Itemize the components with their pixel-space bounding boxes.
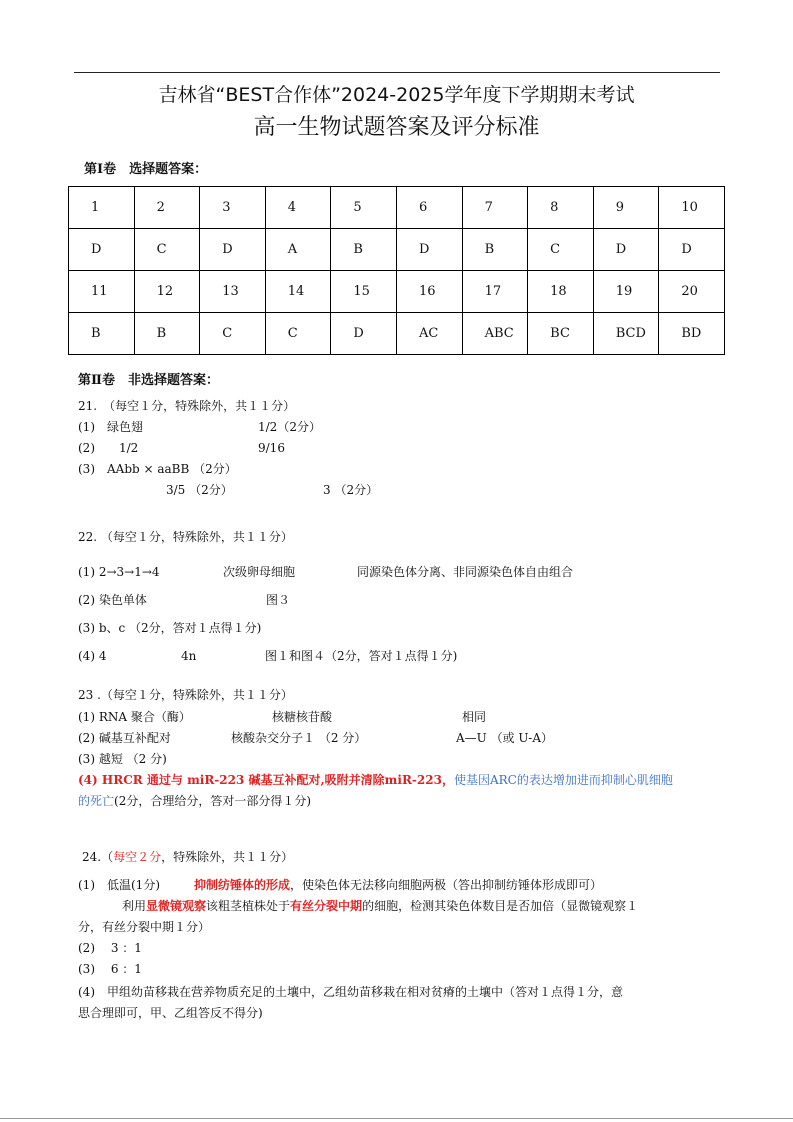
q24-line2a: 利用 (122, 899, 147, 913)
answer-cell: C (200, 313, 266, 355)
answer-table (68, 186, 725, 355)
q24-line6: (4) 甲组幼苗移栽在营养物质充足的土壤中，乙组幼苗移栽在相对贫瘠的土壤中（答对１点得１分，意 (78, 985, 624, 999)
q23-line5-blue: 的死亡 (78, 794, 115, 808)
q23-line2b: 核酸杂交分子１ （2 分） (231, 731, 367, 745)
q21-line2a: (2) 1/2 (78, 441, 139, 455)
answer-cell: B (462, 229, 528, 271)
question-number-cell: 11 (69, 271, 135, 313)
q23-line4-red: (4) HRCR 通过与 miR-223 碱基互补配对,吸附并清除miR-223， (78, 773, 454, 787)
q23-line4 (78, 772, 673, 788)
q24-head-a: 24.（ (82, 850, 114, 864)
question-number-cell: 2 (134, 187, 200, 229)
part1-heading: 第Ⅰ卷 选择题答案： (84, 162, 208, 177)
q22-line1c: 同源染色体分离、非同源染色体自由组合 (357, 565, 574, 579)
q22-line4c: 图１和图４（2分，答对１点得１分) (265, 649, 458, 663)
part2-heading: 第Ⅱ卷 非选择题答案： (78, 373, 219, 388)
q21-line2b: 9/16 (258, 441, 285, 455)
question-number-cell: 13 (200, 271, 266, 313)
question-number-cell: 14 (265, 271, 331, 313)
question-number-cell: 10 (659, 187, 725, 229)
answer-row (69, 229, 725, 271)
question-number-cell: 1 (69, 187, 135, 229)
answer-cell: D (593, 229, 659, 271)
question-number-cell: 8 (528, 187, 594, 229)
question-number-cell: 9 (593, 187, 659, 229)
answer-cell: C (528, 229, 594, 271)
answer-cell: BC (528, 313, 594, 355)
q21-line1a: (1) 绿色翅 (78, 420, 143, 434)
q21-line4a: 3/5 （2分） (166, 483, 233, 497)
q23-line2a: (2) 碱基互补配对 (78, 731, 171, 745)
q21-heading: 21. （每空１分，特殊除外，共１１分） (78, 399, 296, 413)
question-number-cell: 20 (659, 271, 725, 313)
q21-line4b: 3 （2分） (323, 483, 379, 497)
q24-line3: 分，有丝分裂中期１分） (78, 920, 211, 934)
answer-cell: C (134, 229, 200, 271)
doc-title: 高一生物试题答案及评分标准 (253, 115, 540, 140)
q24-heading (82, 849, 293, 865)
question-number-row (69, 187, 725, 229)
q21-line3: (3) AAbb × aaBB （2分） (78, 462, 237, 476)
answer-cell: D (200, 229, 266, 271)
answer-cell: BD (659, 313, 725, 355)
question-number-cell: 19 (593, 271, 659, 313)
answer-cell: D (659, 229, 725, 271)
q23-line5 (78, 793, 311, 809)
exam-title: 吉林省“BEST合作体”2024-2025学年度下学期期末考试 (158, 84, 635, 106)
answer-cell: D (396, 229, 462, 271)
q24-head-red: 每空２分 (113, 850, 162, 864)
question-number-cell: 7 (462, 187, 528, 229)
q23-line1a: (1) RNA 聚合（酶） (78, 710, 191, 724)
question-number-cell: 12 (134, 271, 200, 313)
q24-line4: (2) 3 ：1 (78, 941, 142, 955)
answer-cell: BCD (593, 313, 659, 355)
answer-cell: ABC (462, 313, 528, 355)
top-rule (74, 72, 720, 73)
q24-line1-red: 抑制纺锤体的形成 (194, 878, 291, 892)
q23-line1c: 相同 (462, 710, 487, 724)
question-number-cell: 18 (528, 271, 594, 313)
q24-line1 (78, 877, 602, 893)
question-number-cell: 5 (331, 187, 397, 229)
q23-heading: 23 .（每空１分，特殊除外，共１１分） (78, 688, 293, 702)
bottom-rule (0, 1118, 793, 1119)
q24-line5: (3) 6 ：1 (78, 962, 142, 976)
q24-line2-red2: 有丝分裂中期 (290, 899, 363, 913)
answer-cell: D (331, 313, 397, 355)
q22-line1b: 次级卵母细胞 (223, 565, 296, 579)
answer-cell: B (134, 313, 200, 355)
question-number-cell: 4 (265, 187, 331, 229)
answer-cell: B (69, 313, 135, 355)
q23-line3: (3) 越短 （2 分) (78, 752, 167, 766)
answer-cell: B (331, 229, 397, 271)
q22-line1a: (1) 2→3→1→4 (78, 565, 160, 579)
question-number-row (69, 271, 725, 313)
q23-line2c: A—U （或 U-A） (456, 731, 554, 745)
q24-line1b: ，使染色体无法移向细胞两极（答出抑制纺锤体形成即可） (290, 878, 603, 892)
q23-line4-blue: 使基因ARC的表达增加进而抑制心肌细胞 (453, 773, 673, 787)
q24-line2b: 该粗茎植株处于 (206, 899, 291, 913)
q22-line4a: (4) 4 (78, 649, 107, 663)
answer-cell: D (69, 229, 135, 271)
q23-line1b: 核糖核苷酸 (272, 710, 333, 724)
question-number-cell: 16 (396, 271, 462, 313)
question-number-cell: 3 (200, 187, 266, 229)
q22-heading: 22. （每空１分，特殊除外，共１１分） (78, 530, 293, 544)
q24-line7: 思合理即可，甲、乙组答反不得分) (78, 1006, 263, 1020)
answer-cell: C (265, 313, 331, 355)
q24-line2-red1: 显微镜观察 (146, 899, 207, 913)
q24-line2c: 的细胞，检测其染色体数目是否加倍（显微镜观察１ (362, 899, 639, 913)
q22-line3: (3) b、c （2分，答对１点得１分) (78, 621, 262, 635)
q24-head-b: ，特殊除外，共１１分） (161, 850, 294, 864)
question-number-cell: 15 (331, 271, 397, 313)
q21-line1b: 1/2（2分） (258, 420, 321, 434)
q23-line5-rest: (2分，合理给分，答对一部分得１分) (114, 794, 312, 808)
q24-line2 (122, 898, 638, 914)
question-number-cell: 17 (462, 271, 528, 313)
q22-line2b: 图３ (266, 593, 291, 607)
q22-line2a: (2) 染色单体 (78, 593, 147, 607)
q24-line1a: (1) 低温(1分) (78, 878, 160, 892)
answer-cell: AC (396, 313, 462, 355)
q22-line4b: 4n (181, 649, 197, 663)
question-number-cell: 6 (396, 187, 462, 229)
answer-row (69, 313, 725, 355)
answer-cell: A (265, 229, 331, 271)
